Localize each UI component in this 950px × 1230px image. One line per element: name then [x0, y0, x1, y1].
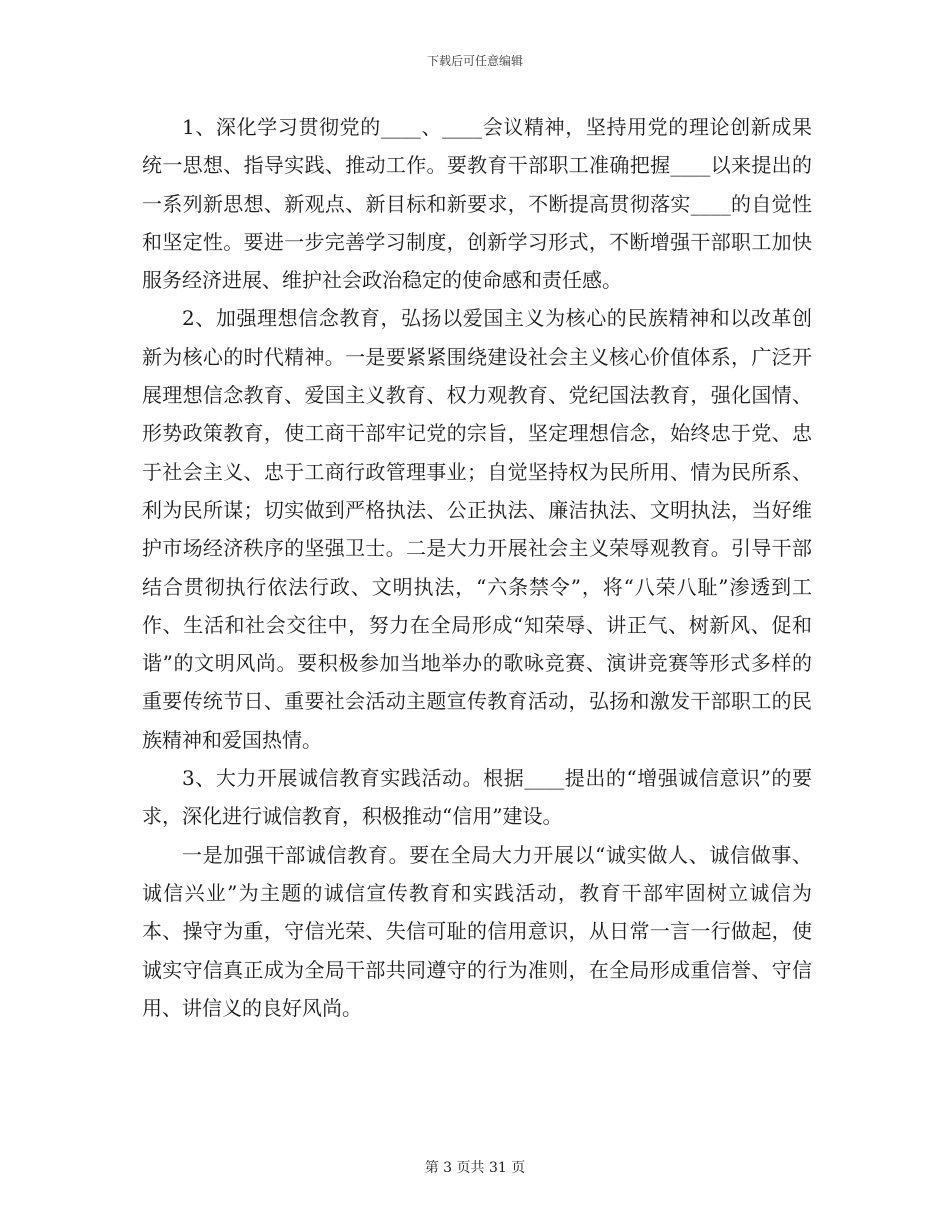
page-header: 下载后可任意编辑 — [426, 54, 523, 68]
paragraph-ideals-education: 2、加强理想信念教育，弘扬以爱国主义为核心的民族精神和以改革创新为核心的时代精神。一是要紧紧围绕建设社会主义核心价值体系，广泛开展理想信念教育、爱国主义教育、权力观教育、党纪国法教育，强化国情、形势政策教育，使工商干部牢记党的宗旨，坚定理想信念，始终忠于党、忠于社会主义、忠于工商行政管理事业；自觉坚持权为民所用、情为民所系、利为民所谋；切实做到严格执法、公正执法、廉洁执法、文明执法，当好维护市场经济秩序的坚强卫士。二是大力开展社会主义荣辱观教育。引导干部结合贯彻执行依法行政、文明执法，“六条禁令”，将“八荣八耻”渗透到工作、生活和社会交往中，努力在全局形成“知荣辱、讲正气、树新风、促和谐”的文明风尚。要积极参加当地举办的歌咏竞赛、演讲竞赛等形式多样的重要传统节日、重要社会活动主题宣传教育活动，弘扬和激发干部职工的民族精神和爱国热情。 — [142, 306, 812, 752]
page-number: 第 3 页共 31 页 — [424, 1160, 526, 1176]
paragraph-cadre-integrity: 一是加强干部诚信教育。要在全局大力开展以“诚实做人、诚信做事、诚信兴业”为主题的诚信宣传教育和实践活动，教育干部牢固树立诚信为本、操守为重，守信光荣、失信可耻的信用意识，从日常一言一行做起，使诚实守信真正成为全局干部共同遵守的行为准则，在全局形成重信誉、守信用、讲信义的良好风尚。 — [142, 842, 812, 1020]
paragraph-study-spirit: 1、深化学习贯彻党的____、____会议精神，坚持用党的理论创新成果统一思想、指导实践、推动工作。要教育干部职工准确把握____以来提出的一系列新思想、新观点、新目标和新要求，不断提高贯彻落实____的自觉性和坚定性。要进一步完善学习制度，创新学习形式，不断增强干部职工加快服务经济进展、维护社会政治稳定的使命感和责任感。 — [142, 115, 812, 293]
body-text — [142, 108, 812, 1027]
paragraph-integrity-activities: 3、大力开展诚信教育实践活动。根据____提出的“增强诚信意识”的要求，深化进行诚信教育，积极推动“信用”建设。 — [142, 766, 812, 829]
